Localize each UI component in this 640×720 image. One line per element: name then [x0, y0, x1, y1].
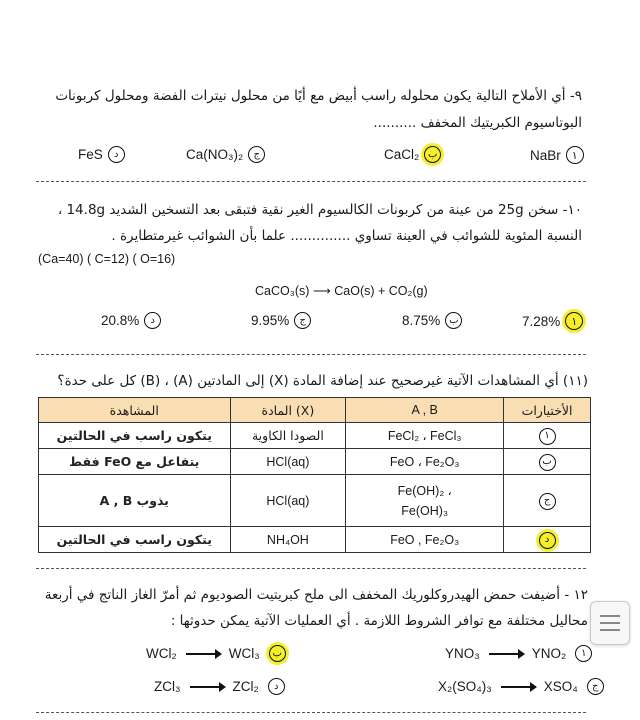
divider: [36, 181, 586, 182]
q12-option-c-from: X₂(SO₄)₃: [438, 679, 492, 694]
row-choice[interactable]: [504, 449, 591, 475]
q9-text-line1: ٩- أي الأملاح التالية يكون محلوله راسب أبيض مع أيًا من محلول نيترات الفضة ومحلول كربونات: [55, 88, 582, 104]
q9-option-c-text: Ca(NO₃)₂: [186, 147, 244, 162]
row-choice[interactable]: [504, 423, 591, 449]
arrow-right-icon: [186, 653, 220, 655]
choice-mark-icon: ج: [248, 146, 265, 163]
q11-table: [38, 397, 591, 553]
hamburger-menu-icon: [600, 615, 620, 617]
divider: [36, 712, 586, 713]
q12-option-b-from: WCl₂: [146, 646, 177, 661]
q10-text-line1: ١٠- سخن 25g من عينة من كربونات الكالسيوم الغير نقية فتبقى بعد التسخين الشديد 14.8g ،: [57, 202, 582, 218]
row-ab: Fe(OH)₂ ، Fe(OH)₃: [346, 475, 504, 527]
q12-option-a[interactable]: [445, 645, 592, 662]
row-observation: يتكون راسب في الحالتين: [39, 527, 231, 553]
q10-option-a[interactable]: [522, 312, 583, 330]
choice-mark-icon: د: [268, 678, 285, 695]
divider: [36, 354, 586, 355]
q12-option-d-from: ZCl₃: [154, 679, 181, 694]
header-ab: A , B: [346, 398, 504, 423]
q10-option-b-text: 8.75%: [402, 313, 441, 328]
q11-question: (١١) أي المشاهدات الآتية غيرصحيح عند إضافة المادة (X) إلى المادتين (A) ، (B) كل على حدة؟: [57, 373, 588, 389]
q12-option-b[interactable]: [146, 645, 286, 662]
q12-option-d[interactable]: [154, 678, 285, 695]
choice-mark-icon: ١: [575, 645, 592, 662]
q10-option-a-text: 7.28%: [522, 313, 561, 329]
q12-option-c-to: XSO₄: [543, 679, 578, 694]
q9-option-d-text: FeS: [78, 147, 103, 162]
q10-option-d[interactable]: [101, 312, 161, 329]
arrow-right-icon: [190, 686, 224, 688]
row-ab: FeO ، Fe₂O₃: [346, 449, 504, 475]
choice-mark-icon: د: [144, 312, 161, 329]
q9-option-c[interactable]: [186, 146, 265, 163]
q10-text-line2: النسبة المئوية للشوائب في العينة تساوي .............. علما بأن الشوائب غيرمتطايرة .: [111, 228, 582, 244]
row-choice[interactable]: [504, 527, 591, 553]
choice-mark-icon: ج: [294, 312, 311, 329]
q12-text-line2: محاليل مختلفة مع توافر الشروط اللازمة . أي العمليات الآتية يمكن حدوثها :: [170, 613, 588, 629]
row-ab: FeO , Fe₂O₃: [346, 527, 504, 553]
arrow-right-icon: [501, 686, 535, 688]
row-observation: يتكون راسب في الحالتين: [39, 423, 231, 449]
choice-mark-icon: ب: [269, 645, 286, 662]
hamburger-menu-icon: [600, 622, 620, 624]
q10-option-c-text: 9.95%: [251, 313, 290, 328]
table-header-row: [39, 398, 591, 423]
q12-option-a-from: YNO₃: [445, 646, 480, 661]
arrow-right-icon: [489, 653, 523, 655]
choice-mark-icon: ١: [565, 312, 583, 330]
hamburger-menu-icon: [600, 629, 620, 631]
choice-mark-icon: ب: [445, 312, 462, 329]
q9-option-d[interactable]: [78, 146, 125, 163]
row-choice[interactable]: [504, 475, 591, 527]
q9-option-a[interactable]: [530, 146, 584, 164]
q12-option-c[interactable]: [438, 678, 604, 695]
choice-mark-icon: ١: [539, 428, 556, 445]
row-observation: يذوب A , B: [39, 475, 231, 527]
header-observation: المشاهدة: [39, 398, 231, 423]
q9-text-line2: البوتاسيوم الكبريتيك المخفف ..........: [373, 115, 582, 131]
choice-mark-icon: ب: [424, 146, 441, 163]
q12-option-d-to: ZCl₂: [232, 679, 259, 694]
q10-option-d-text: 20.8%: [101, 313, 140, 328]
choice-mark-icon: ج: [539, 493, 556, 510]
divider: [36, 568, 586, 569]
choice-mark-icon: ب: [539, 454, 556, 471]
row-x: HCl(aq): [230, 449, 346, 475]
table-row[interactable]: [39, 475, 591, 527]
table-row[interactable]: [39, 423, 591, 449]
header-x: المادة (X): [230, 398, 346, 423]
choice-mark-icon: د: [108, 146, 125, 163]
q10-option-b[interactable]: [402, 312, 462, 329]
choice-mark-icon: ١: [566, 146, 584, 164]
row-x: الصودا الكاوية: [230, 423, 346, 449]
q12-option-a-to: YNO₂: [531, 646, 567, 661]
choice-mark-icon: د: [539, 532, 556, 549]
row-x: NH₄OH: [230, 527, 346, 553]
q9-option-b[interactable]: [384, 146, 441, 163]
q9-option-a-text: NaBr: [530, 147, 561, 163]
q9-option-b-text: CaCl₂: [384, 147, 420, 162]
q12-option-b-to: WCl₃: [228, 646, 260, 661]
hamburger-menu-button[interactable]: [590, 601, 630, 645]
header-choices: الأختيارات: [504, 398, 591, 423]
row-observation: يتفاعل مع FeO فقط: [39, 449, 231, 475]
q10-equation: CaCO₃(s) ⟶ CaO(s) + CO₂(g): [255, 284, 428, 298]
choice-mark-icon: ج: [587, 678, 604, 695]
table-row[interactable]: [39, 527, 591, 553]
q10-atomic-masses: (Ca=40) ( C=12) ( O=16): [38, 252, 176, 266]
q10-option-c[interactable]: [251, 312, 311, 329]
table-row[interactable]: [39, 449, 591, 475]
q12-text-line1: ١٢ - أضيفت حمض الهيدروكلوريك المخفف الى ملح كبريتيت الصوديوم ثم أمرّ الغاز الناتج في أربعة: [44, 587, 588, 603]
row-x: HCl(aq): [230, 475, 346, 527]
row-ab: FeCl₂ ، FeCl₃: [346, 423, 504, 449]
